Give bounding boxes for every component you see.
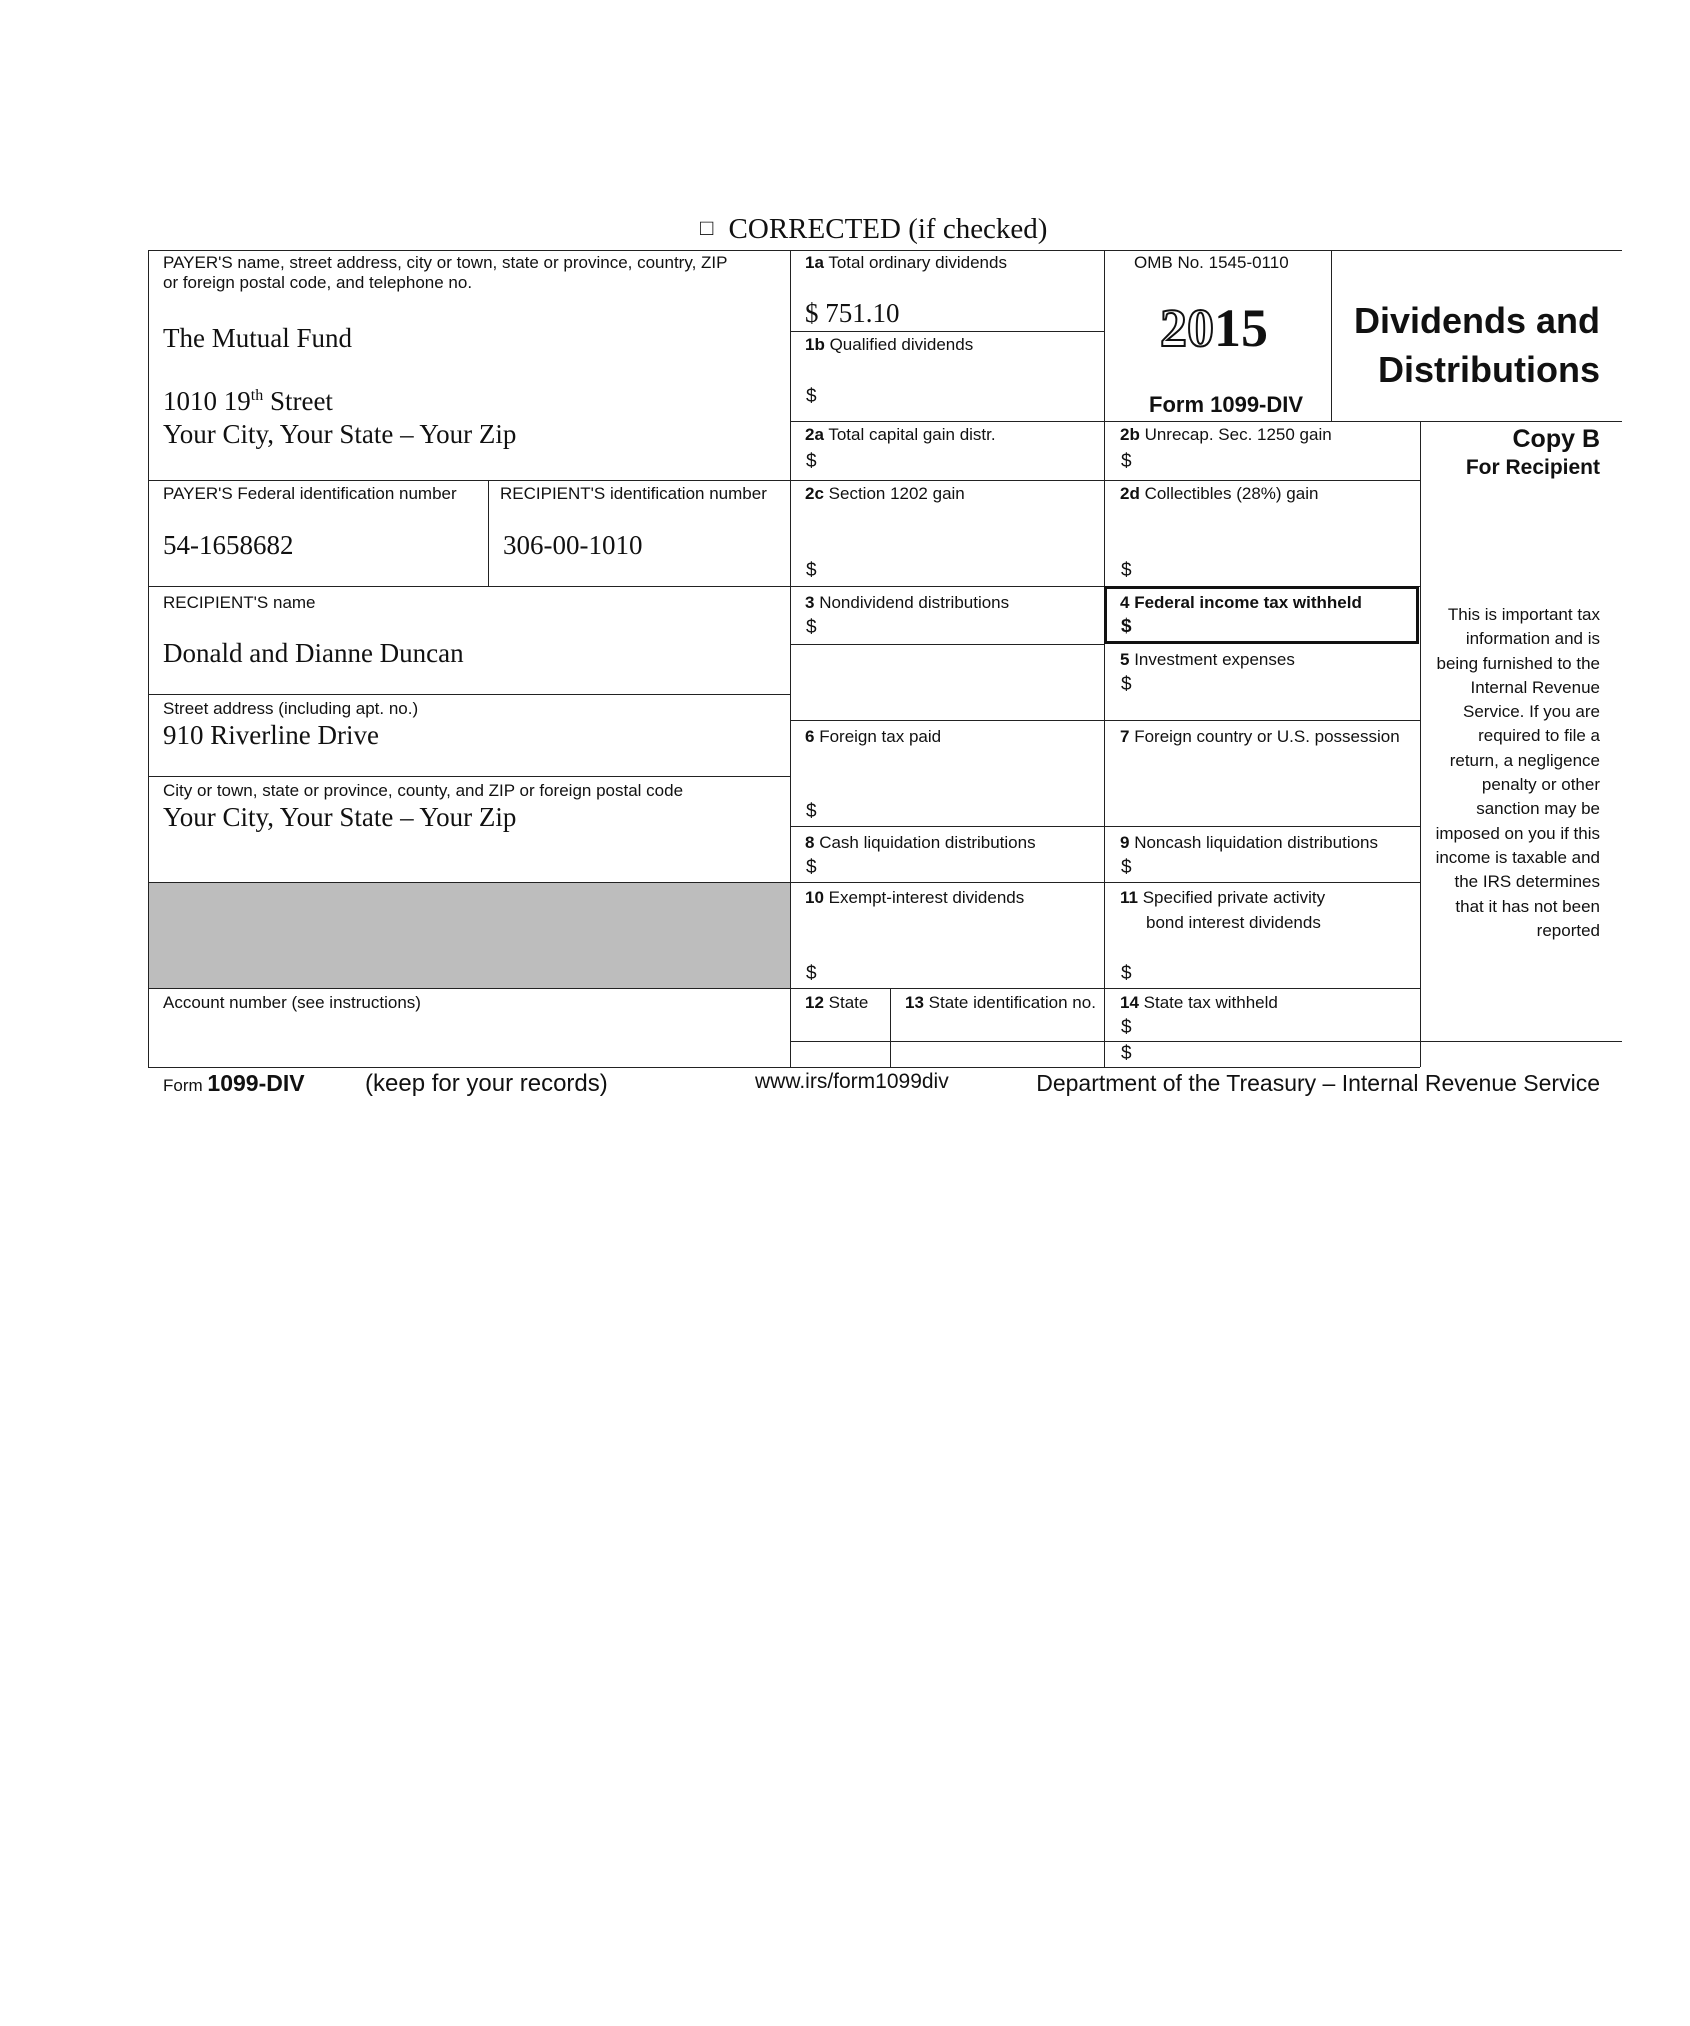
payer-label: PAYER'S name, street address, city or town, state or province, country, ZIP or foreign postal code, and telephone no. [163, 253, 728, 292]
box14-value-1[interactable]: $ [1121, 1017, 1132, 1038]
recipient-id[interactable]: 306-00-1010 [503, 530, 643, 560]
box8-value[interactable]: $ [806, 857, 817, 878]
box12-label: 12 State [805, 993, 869, 1012]
important-notice: This is important tax information and is being furnished to the Internal Revenue Service. If you are required to file a return, a negligence penalty or other sanction may be imposed on you if this income is taxable and the IRS determines that it has not been reported [1435, 605, 1600, 940]
box4-label: 4 Federal income tax withheld [1120, 593, 1362, 612]
box2c-label: 2c Section 1202 gain [805, 484, 965, 503]
form-title: Dividends and Distributions [1353, 300, 1600, 390]
form-id: Form 1099-DIV [1149, 392, 1304, 417]
footer-url[interactable]: www.irs/form1099div [755, 1070, 949, 1093]
box8-label: 8 Cash liquidation distributions [805, 833, 1036, 852]
box5-label: 5 Investment expenses [1120, 650, 1295, 669]
box4-value[interactable]: $ [1121, 616, 1132, 637]
payer-fed-id-label: PAYER'S Federal identification number [163, 484, 457, 503]
account-label: Account number (see instructions) [163, 993, 421, 1012]
box14-label: 14 State tax withheld [1120, 993, 1278, 1012]
box11-value[interactable]: $ [1121, 963, 1132, 984]
recipient-id-label: RECIPIENT'S identification number [500, 484, 767, 503]
box1b-value[interactable]: $ [806, 386, 817, 407]
footer-form: Form 1099-DIV [163, 1070, 305, 1096]
box2d-value[interactable]: $ [1121, 560, 1132, 581]
tax-year: 2015 [1160, 298, 1268, 358]
footer-keep: (keep for your records) [365, 1070, 608, 1097]
box11-label: 11 Specified private activity bond interest dividends [1120, 888, 1326, 932]
recipient-city[interactable]: Your City, Your State – Your Zip [163, 802, 517, 832]
corrected-checkbox[interactable]: □ [700, 215, 714, 240]
recipient-name[interactable]: Donald and Dianne Duncan [163, 638, 464, 668]
box2a-value[interactable]: $ [806, 451, 817, 472]
box7-label: 7 Foreign country or U.S. possession [1120, 727, 1400, 746]
box14-value-2[interactable]: $ [1121, 1043, 1132, 1064]
box1a-label: 1a Total ordinary dividends [805, 253, 1007, 272]
box5-value[interactable]: $ [1121, 674, 1132, 695]
recipient-city-label: City or town, state or province, county, and ZIP or foreign postal code [163, 781, 684, 800]
box2b-value[interactable]: $ [1121, 451, 1132, 472]
box3-label: 3 Nondividend distributions [805, 593, 1010, 612]
corrected-label: CORRECTED (if checked) [728, 213, 1048, 245]
recipient-street[interactable]: 910 Riverline Drive [163, 720, 379, 750]
box6-value[interactable]: $ [806, 801, 817, 822]
payer-fed-id[interactable]: 54-1658682 [163, 530, 294, 560]
box1a-value[interactable]: $ 751.10 [805, 298, 900, 328]
box13-label: 13 State identification no. [905, 993, 1096, 1012]
copy-b: Copy B For Recipient [1465, 425, 1600, 479]
payer-city[interactable]: Your City, Your State – Your Zip [163, 419, 517, 449]
corrected-header [700, 213, 1047, 246]
payer-name[interactable]: The Mutual Fund [163, 323, 352, 353]
shaded-area [149, 883, 790, 988]
footer-dept: Department of the Treasury – Internal Revenue Service [1036, 1070, 1600, 1096]
box6-label: 6 Foreign tax paid [805, 727, 942, 746]
box9-label: 9 Noncash liquidation distributions [1120, 833, 1379, 852]
box2a-label: 2a Total capital gain distr. [805, 425, 996, 444]
box10-value[interactable]: $ [806, 963, 817, 984]
recipient-street-label: Street address (including apt. no.) [163, 699, 419, 718]
box1b-label: 1b Qualified dividends [805, 335, 974, 354]
box2b-label: 2b Unrecap. Sec. 1250 gain [1120, 425, 1332, 444]
box10-label: 10 Exempt-interest dividends [805, 888, 1025, 907]
box2d-label: 2d Collectibles (28%) gain [1120, 484, 1319, 503]
box9-value[interactable]: $ [1121, 857, 1132, 878]
box2c-value[interactable]: $ [806, 560, 817, 581]
box3-value[interactable]: $ [806, 617, 817, 638]
recipient-name-label: RECIPIENT'S name [163, 593, 316, 612]
payer-street[interactable]: 1010 19th Street [163, 386, 333, 416]
omb-number: OMB No. 1545-0110 [1134, 253, 1289, 272]
